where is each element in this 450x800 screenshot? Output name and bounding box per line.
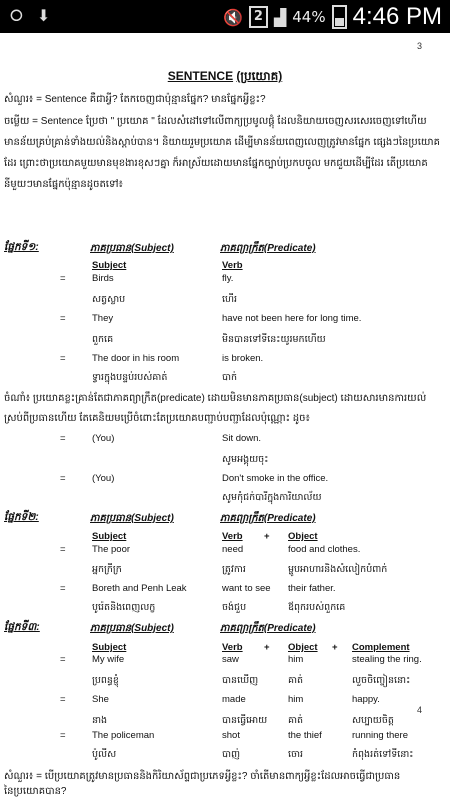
row-subject: នាង	[92, 715, 108, 726]
row-complement: លួចចិញ្ចៀននោះ	[352, 675, 411, 686]
row-object: the thief	[288, 730, 322, 741]
row-object: គាត់	[288, 675, 304, 686]
status-bar	[0, 0, 450, 33]
row-verb: saw	[222, 654, 239, 665]
row-eq: =	[60, 730, 66, 741]
row-object: ចោរ	[288, 749, 304, 760]
row-subject: She	[92, 694, 109, 705]
row-subject: (You)	[92, 473, 115, 484]
row-subject: (You)	[92, 433, 115, 444]
row-verb: ត្រូវការ	[222, 564, 246, 575]
row-eq: =	[60, 473, 66, 484]
signal-icon: ▟	[273, 7, 287, 27]
battery-icon	[332, 5, 347, 29]
row-subject: The door in his room	[92, 353, 180, 364]
section-2-col-subject: Subject	[92, 531, 127, 542]
row-eq: =	[60, 433, 66, 444]
section-3-subject-heading: ភាគប្រធាន(Subject)	[90, 623, 174, 634]
section-3-col-complement: Complement	[352, 642, 410, 653]
sim-icon: 2	[249, 6, 268, 28]
row-verb: បាញ់	[222, 749, 241, 760]
section-2-col-verb: Verb	[222, 531, 243, 542]
section-1-predicate-heading: ភាគព្យាក្រឹត(Predicate)	[220, 243, 316, 254]
plus-sign: +	[332, 642, 338, 653]
row-subject: The policeman	[92, 730, 155, 741]
section-3-label: ផ្នែកទី៣:	[4, 621, 40, 633]
section-1-subject-heading: ភាគប្រធាន(Subject)	[90, 243, 174, 254]
row-complement: running there	[352, 730, 408, 741]
row-object: him	[288, 654, 304, 665]
row-eq: =	[60, 654, 66, 665]
row-verb: ចង់ជួប	[222, 602, 247, 613]
row-verb: made	[222, 694, 246, 705]
section-2-subject-heading: ភាគប្រធាន(Subject)	[90, 513, 174, 524]
row-subject: My wife	[92, 654, 125, 665]
section-3-predicate-heading: ភាគព្យាក្រឹត(Predicate)	[220, 623, 316, 634]
page-number-mid: 4	[416, 705, 422, 715]
page-title	[0, 68, 450, 86]
row-complement: សប្បាយចិត្ត	[352, 715, 394, 726]
row-eq: =	[60, 583, 66, 594]
row-subject: ប្រពន្ធខ្ញុំ	[92, 675, 119, 686]
row-verb: សូមកុំជក់បារីក្នុងការិយាល័យ	[222, 492, 322, 503]
row-verb: fly.	[222, 273, 234, 284]
row-verb: សូមអង្គុយចុះ	[222, 454, 269, 465]
row-verb: have not been here for long time.	[222, 313, 362, 324]
row-complement: កំពុងរត់ទៅទីនោះ	[352, 749, 414, 760]
battery-percentage: 44%	[292, 8, 326, 26]
row-object: ម្ហូបអាហារនិងសំលៀកបំពាក់	[288, 564, 388, 575]
row-complement: stealing the ring.	[352, 654, 422, 665]
section-3-col-subject: Subject	[92, 642, 127, 653]
row-verb: ហើរ	[222, 294, 238, 305]
row-subject: សត្វស្លាប	[92, 294, 126, 305]
row-verb: បាក់	[222, 372, 238, 383]
section-1-label: ផ្នែកទី១:	[4, 241, 39, 253]
document-page[interactable]	[0, 33, 450, 800]
row-verb: បានឃើញ	[222, 675, 259, 686]
plus-sign: +	[264, 531, 270, 542]
question-1: សំណួរ៖ = Sentence គឺជាអ្វី? តែកចេញជាប៉ុន្មានផ្នែក? មានផ្នែកអ្វីខ្លះ?	[4, 94, 266, 105]
section-1-col-subject: Subject	[92, 260, 127, 271]
usb-icon: ⭘	[10, 6, 23, 25]
title-khmer: (ប្រយោគ)	[236, 69, 283, 83]
clock: 4:46 PM	[352, 3, 442, 30]
section-2-label: ផ្នែកទី២:	[4, 511, 39, 523]
row-subject: The poor	[92, 544, 131, 555]
row-object: their father.	[288, 583, 336, 594]
row-object: គាត់	[288, 715, 304, 726]
row-subject: អ្នកក្រីក្រ	[92, 564, 122, 575]
row-verb: want to see	[222, 583, 271, 594]
row-eq: =	[60, 273, 66, 284]
plus-sign: +	[264, 642, 270, 653]
mute-icon: 🔇	[223, 7, 243, 27]
row-eq: =	[60, 544, 66, 555]
row-verb: need	[222, 544, 244, 555]
section-2-predicate-heading: ភាគព្យាក្រឹត(Predicate)	[220, 513, 316, 524]
section-2-col-object: Object	[288, 531, 318, 542]
section-3-col-object: Object	[288, 642, 318, 653]
section-1-col-verb: Verb	[222, 260, 243, 271]
row-object: ឪពុករបស់ពួកគេ	[288, 602, 346, 613]
row-subject: They	[92, 313, 114, 324]
row-eq: =	[60, 353, 66, 364]
row-complement: happy.	[352, 694, 380, 705]
answer-paragraph: ចម្លើយ = Sentence ប្រែថា " ប្រយោគ " ដែលសំដៅទៅលើពាក្យប្រមូលផ្តុំ ដែលនិយាយចេញសរសេរចេញទៅហើយមានន័យគ្រប់គ្រាន់ទាំងយល់និងស្តាប់បាន។ និយាយរួមប្រយោគ ដើម្បីមានន័យពេញលេញត្រូវមានផ្នែក ផ្សេងៗនៃប្រយោគដែរ ព្រោះថាប្រយោគមួយមានមុខងារខុសៗគ្នា ក៏អាស្រ័យដោយមានផ្នែកច្បាប់ប្រកបចូល មកជួយដើម្បីដែរ តើប្រយោគនីមួយៗមានផ្នែកប៉ុន្មានដូចតទៅ៖	[4, 116, 440, 190]
row-verb: Don't smoke in the office.	[222, 473, 329, 484]
note-paragraph: ចំណាំ៖ ប្រយោគខ្លះគ្រាន់តែជាភាគព្យាក្រឹត(predicate) ដោយមិនមានភាគប្រធាន(subject) ដោយសារមានការយល់ស្រប់ពីប្រធានហើយ តែគេនិយមប្រើចំពោះតែប្រយោគបញ្ជាប់បញ្ជាដែលប៉ុណ្ណោះ ដូច៖	[4, 393, 427, 424]
page-number-top: 3	[416, 41, 422, 51]
row-eq: =	[60, 694, 66, 705]
row-subject: ទ្វារក្នុងបន្ទប់របស់គាត់	[92, 372, 168, 383]
row-object: food and clothes.	[288, 544, 361, 555]
row-subject: បូរ៉េតនិងពេញលក្ខ	[92, 602, 156, 613]
row-verb: បានធ្វើអោយ	[222, 715, 268, 726]
row-eq: =	[60, 313, 66, 324]
row-subject: Boreth and Penh Leak	[92, 583, 187, 594]
row-object: him	[288, 694, 304, 705]
question-2: សំណួរ៖ = បើប្រយោគត្រូវមានប្រធាននិងកិរិយាស័ព្ទជាប្រភេទអ្វីខ្លះ? ចាំតើមានពាក្យអ្វីខ្លះដែលអាចធ្វើជាប្រធាន	[4, 771, 401, 782]
row-subject: Birds	[92, 273, 114, 284]
row-verb: is broken.	[222, 353, 264, 364]
row-subject: ប៉ូលីស	[92, 749, 117, 760]
row-subject: ពួកគេ	[92, 334, 114, 345]
title-english: SENTENCE	[167, 69, 234, 83]
section-3-col-verb: Verb	[222, 642, 243, 653]
row-verb: shot	[222, 730, 240, 741]
question-2-continued: នៃប្រយោគបាន?	[4, 786, 67, 797]
row-verb: មិនបានទៅទីនេះយូរមកហើយ	[222, 334, 326, 345]
download-icon: ⬇	[36, 6, 51, 25]
row-verb: Sit down.	[222, 433, 262, 444]
